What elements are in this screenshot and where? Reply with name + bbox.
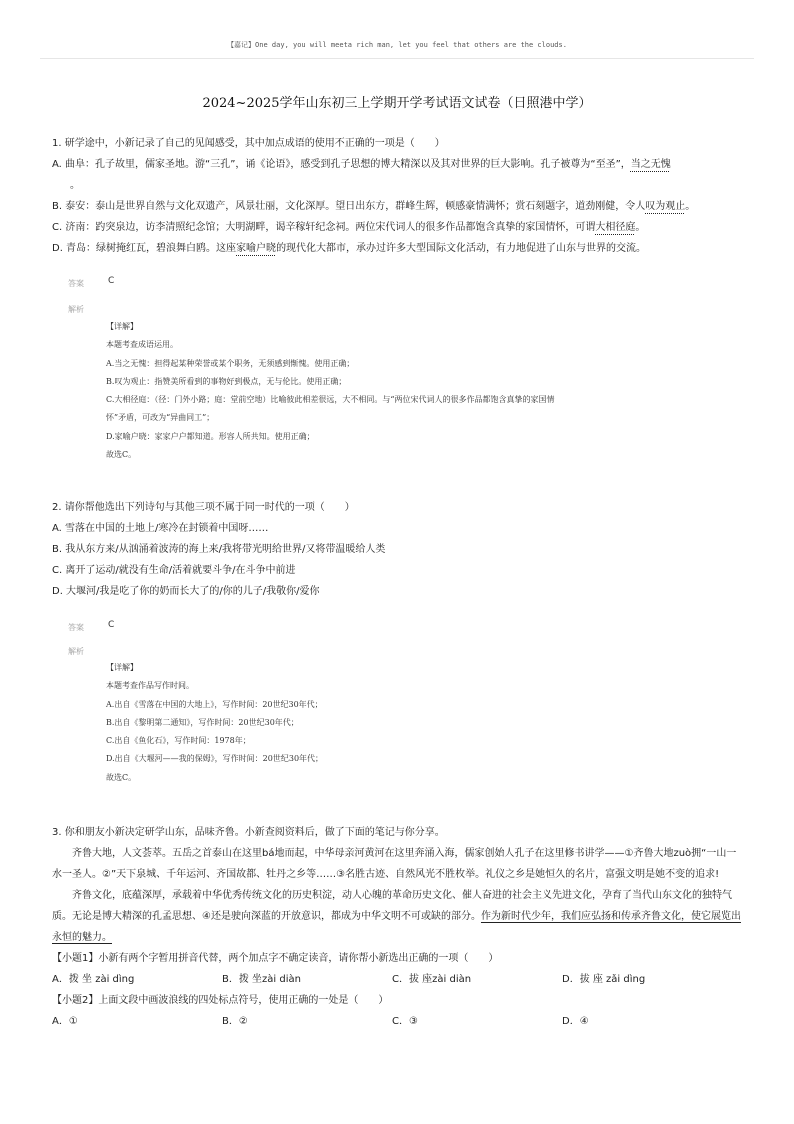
q3-sub2-option-b[interactable]: B．② [222,1016,248,1027]
q2-explanation [106,659,726,787]
q1-explain-line: 【详解】 [106,322,138,331]
q3-sub2-options [52,1011,742,1032]
q1-explain-line: B.叹为观止：指赞美所看到的事物好到极点，无与伦比。使用正确； [106,376,347,386]
q3-sub2-option-d[interactable]: D．④ [562,1016,589,1027]
q2-explain-line: D.出自《大堰河——我的保姆》，写作时间：20世纪30年代； [106,754,324,764]
q3-sub1-option-d[interactable]: D．拔 座 zǎi dìng [562,974,646,985]
q3-subquestion-1: 【小题1】小新有两个字暂用拼音代替，两个加点字不确定读音，请你帮小新选出正确的一项（ ） [52,953,499,964]
page-title: 2024~2025学年山东初三上学期开学考试语文试卷（日照港中学） [202,96,592,111]
q1-explanation [106,318,726,464]
question-1 [52,133,744,259]
q1-explain-line: 本题考查成语运用。 [106,340,178,350]
q3-paragraph-1: 齐鲁大地，人文荟萃。五岳之首泰山在这里bá地而起，中华母亲河黄河在这里奔涌入海，儒家创始人孔子在这里修书讲学——①齐鲁大地zuò拥“一山一水一圣人。②”天下泉城、千年运河、齐国故都、牡丹之乡等……③名胜古迹、自然风光不胜枚举。礼仪之乡是她恒久的名片，富强文明是她不变的追求! [52,848,737,880]
q2-option-b: B. 我从东方来/从汹涌着波涛的海上来/我将带光明给世界/又将带温暖给人类 [52,544,386,555]
q1-option-d: D. 青岛：绿树掩红瓦，碧浪舞白鸥。这座家喻户晓的现代化大都市，承办过许多大型国际文化活动，有力地促进了山东与世界的交流。 [52,243,647,254]
q2-explain-line: A.出自《雪落在中国的大地上》，写作时间：20世纪30年代； [106,699,323,709]
q1-answer-label: 答案 [68,279,84,288]
q2-analysis-label: 解析 [68,647,84,656]
question-3 [52,822,742,1032]
q1-d-idiom: 家喻户晓 [236,243,277,254]
q3-paragraph-2: 齐鲁文化，底蕴深厚，承载着中华优秀传统文化的历史积淀，动人心魄的革命历史文化、催人奋进的社会主义先进文化，孕育了当代山东文化的独特气质。无论是博大精深的孔孟思想、④还是驶向深蓝的开放意识，都成为中华文明不可或缺的部分。作为新时代少年，我们应弘扬和传承齐鲁文化，使它展览出永恒的魅力。 [52,890,741,943]
q1-answer-value: C [108,276,115,286]
question-2 [52,497,744,602]
q2-explain-line: 故选C。 [106,772,137,782]
q1-a-idiom: 当之无愧 [630,159,671,170]
q2-explain-line: C.出自《鱼化石》，写作时间：1978年； [106,736,251,746]
q1-option-a: A. 曲阜：孔子故里，儒家圣地。游“三孔”，诵《论语》，感受到孔子思想的博大精深以及其对世界的巨大影响。孔子被尊为“至圣”，当之无愧 [52,159,671,170]
q3-sub2-option-c[interactable]: C．③ [392,1016,418,1027]
q1-explain-line: 故选C。 [106,450,137,460]
q1-explain-line: D.家喻户晓：家家户户都知道。形容人所共知。使用正确； [106,431,315,441]
q3-stem: 3. 你和朋友小新决定研学山东，品味齐鲁。小新查阅资料后，做了下面的笔记与你分享。 [52,827,445,838]
q1-analysis-label: 解析 [68,305,84,314]
q1-b-idiom: 叹为观止 [645,201,686,212]
q1-explain-line: 怀”矛盾，可改为“异曲同工”； [106,413,215,423]
q1-option-c: C. 济南：趵突泉边，访李清照纪念馆；大明湖畔，谒辛稼轩纪念祠。两位宋代词人的很多作品都饱含真挚的家国情怀，可谓大相径庭。 [52,222,646,233]
q3-underlined-sentence: 作为新时代少年，我们应弘扬和传承齐鲁文化，使它展览出永恒的魅力。 [52,911,741,943]
q2-answer-value: C [108,620,115,630]
q3-sub1-option-b[interactable]: B．拨 坐zài diàn [222,974,301,985]
header-banner: 【嘉记】One day, you will meeta rich man, let you feel that others are the clouds. [227,41,567,49]
q1-c-idiom: 大相径庭 [595,222,636,233]
q2-option-a: A. 雪落在中国的土地上/寒冷在封锁着中国呀…… [52,523,269,534]
q2-stem: 2. 请你帮他选出下列诗句与其他三项不属于同一时代的一项（ ） [52,502,355,513]
q1-option-b: B. 泰安：泰山是世界自然与文化双遗产，风景壮丽，文化深厚。望日出东方，群峰生辉，顿感豪情满怀；赏石刻题字，道劲刚健，令人叹为观止。 [52,201,696,212]
q2-option-c: C. 离开了运动/就没有生命/活着就要斗争/在斗争中前进 [52,565,296,576]
q2-explain-line: B.出自《黎明第二通知》，写作时间：20世纪30年代； [106,717,299,727]
q1-option-a-end: 。 [70,180,80,191]
q3-sub2-option-a[interactable]: A．① [52,1016,78,1027]
q2-explain-line: 本题考查作品写作时间。 [106,681,194,691]
header-divider [40,58,754,59]
q2-answer-label: 答案 [68,623,84,632]
q2-option-d: D. 大堰河/我是吃了你的奶而长大了的/你的儿子/我敬你/爱你 [52,586,320,597]
q2-explain-line: 【详解】 [106,663,138,672]
q1-explain-line: A.当之无愧：担得起某种荣誉或某个职务，无须感到惭愧。使用正确； [106,358,355,368]
q3-sub1-option-a[interactable]: A．拨 坐 zài dìng [52,974,135,985]
q1-explain-line: C.大相径庭：（径：门外小路；庭：堂前空地）比喻彼此相差很远，大不相同。与“两位宋代词人的很多作品都饱含真挚的家国情 [106,395,555,405]
q1-stem: 1. 研学途中，小新记录了自己的见闻感受，其中加点成语的使用不正确的一项是（ ） [52,138,445,149]
q3-sub1-options [52,969,742,990]
q3-subquestion-2: 【小题2】上面文段中画波浪线的四处标点符号，使用正确的一处是（ ） [52,995,389,1006]
q3-sub1-option-c[interactable]: C．拔 座zài diàn [392,974,472,985]
